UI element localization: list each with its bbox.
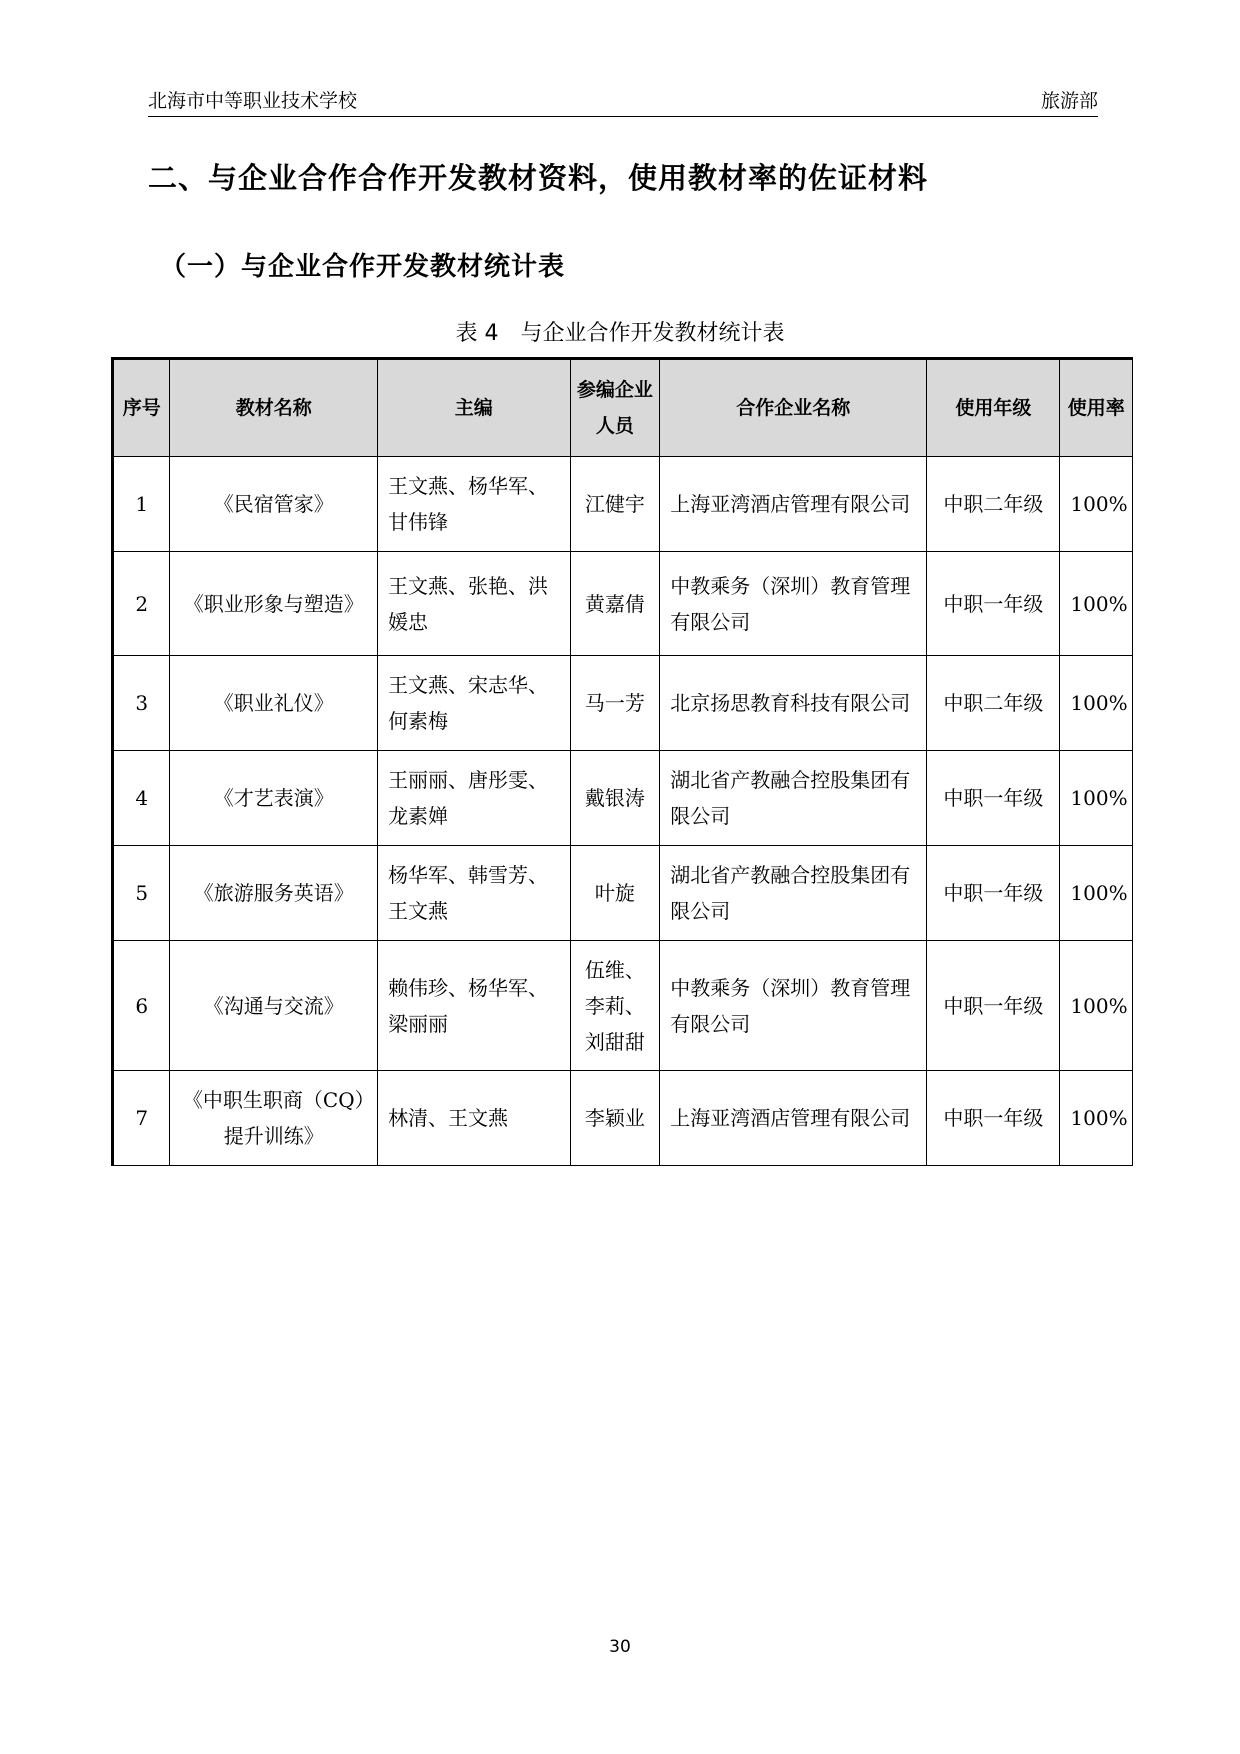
- table-row: [113, 656, 1133, 751]
- cell-rate: 100%: [1060, 941, 1133, 1071]
- page-header: [148, 84, 1098, 117]
- cell-company: 北京扬思教育科技有限公司: [660, 656, 927, 751]
- cell-company: 中教乘务（深圳）教育管理有限公司: [660, 941, 927, 1071]
- cell-editors: 王文燕、杨华军、甘伟锋: [378, 457, 571, 552]
- textbook-table: [111, 357, 1133, 1166]
- section-title: 二、与企业合作合作开发教材资料，使用教材率的佐证材料: [148, 161, 929, 195]
- cell-participants: 伍维、李莉、刘甜甜: [570, 941, 660, 1071]
- cell-editors: 王文燕、宋志华、何素梅: [378, 656, 571, 751]
- cell-no: 5: [113, 846, 170, 941]
- cell-title: 《才艺表演》: [170, 751, 378, 846]
- table-row: [113, 846, 1133, 941]
- table-row: [113, 1071, 1133, 1166]
- cell-participants: 叶旋: [570, 846, 660, 941]
- cell-editors: 杨华军、韩雪芳、王文燕: [378, 846, 571, 941]
- cell-grade: 中职二年级: [927, 656, 1060, 751]
- cell-title: 《沟通与交流》: [170, 941, 378, 1071]
- cell-no: 7: [113, 1071, 170, 1166]
- page-number: 30: [609, 1637, 631, 1657]
- cell-editors: 林清、王文燕: [378, 1071, 571, 1166]
- cell-rate: 100%: [1060, 846, 1133, 941]
- cell-participants: 李颖业: [570, 1071, 660, 1166]
- cell-grade: 中职一年级: [927, 751, 1060, 846]
- cell-participants: 戴银涛: [570, 751, 660, 846]
- cell-editors: 王丽丽、唐彤雯、龙素婵: [378, 751, 571, 846]
- cell-grade: 中职一年级: [927, 552, 1060, 656]
- cell-company: 上海亚湾酒店管理有限公司: [660, 457, 927, 552]
- column-header: 主编: [378, 359, 571, 457]
- cell-company: 湖北省产教融合控股集团有限公司: [660, 846, 927, 941]
- column-header: 合作企业名称: [660, 359, 927, 457]
- column-header: 序号: [113, 359, 170, 457]
- cell-participants: 黄嘉倩: [570, 552, 660, 656]
- cell-rate: 100%: [1060, 1071, 1133, 1166]
- cell-editors: 赖伟珍、杨华军、梁丽丽: [378, 941, 571, 1071]
- cell-grade: 中职二年级: [927, 457, 1060, 552]
- cell-title: 《职业礼仪》: [170, 656, 378, 751]
- column-header: 教材名称: [170, 359, 378, 457]
- cell-participants: 马一芳: [570, 656, 660, 751]
- cell-editors: 王文燕、张艳、洪媛忠: [378, 552, 571, 656]
- cell-grade: 中职一年级: [927, 1071, 1060, 1166]
- cell-participants: 江健宇: [570, 457, 660, 552]
- cell-grade: 中职一年级: [927, 941, 1060, 1071]
- cell-rate: 100%: [1060, 552, 1133, 656]
- department-name: 旅游部: [1040, 90, 1098, 112]
- table-row: [113, 751, 1133, 846]
- cell-grade: 中职一年级: [927, 846, 1060, 941]
- cell-title: 《民宿管家》: [170, 457, 378, 552]
- table-header-row: [113, 359, 1133, 457]
- cell-title: 《中职生职商（CQ）提升训练》: [170, 1071, 378, 1166]
- cell-no: 1: [113, 457, 170, 552]
- cell-rate: 100%: [1060, 656, 1133, 751]
- cell-title: 《旅游服务英语》: [170, 846, 378, 941]
- table-row: [113, 457, 1133, 552]
- cell-rate: 100%: [1060, 457, 1133, 552]
- cell-company: 上海亚湾酒店管理有限公司: [660, 1071, 927, 1166]
- table-row: [113, 941, 1133, 1071]
- table-row: [113, 552, 1133, 656]
- school-name: 北海市中等职业技术学校: [148, 90, 358, 112]
- column-header: 参编企业人员: [570, 359, 660, 457]
- cell-company: 湖北省产教融合控股集团有限公司: [660, 751, 927, 846]
- subsection-title: （一）与企业合作开发教材统计表: [160, 252, 566, 282]
- table-caption: 表 4 与企业合作开发教材统计表: [455, 321, 785, 346]
- cell-title: 《职业形象与塑造》: [170, 552, 378, 656]
- column-header: 使用率: [1060, 359, 1133, 457]
- cell-company: 中教乘务（深圳）教育管理有限公司: [660, 552, 927, 656]
- cell-rate: 100%: [1060, 751, 1133, 846]
- cell-no: 6: [113, 941, 170, 1071]
- cell-no: 3: [113, 656, 170, 751]
- cell-no: 2: [113, 552, 170, 656]
- cell-no: 4: [113, 751, 170, 846]
- column-header: 使用年级: [927, 359, 1060, 457]
